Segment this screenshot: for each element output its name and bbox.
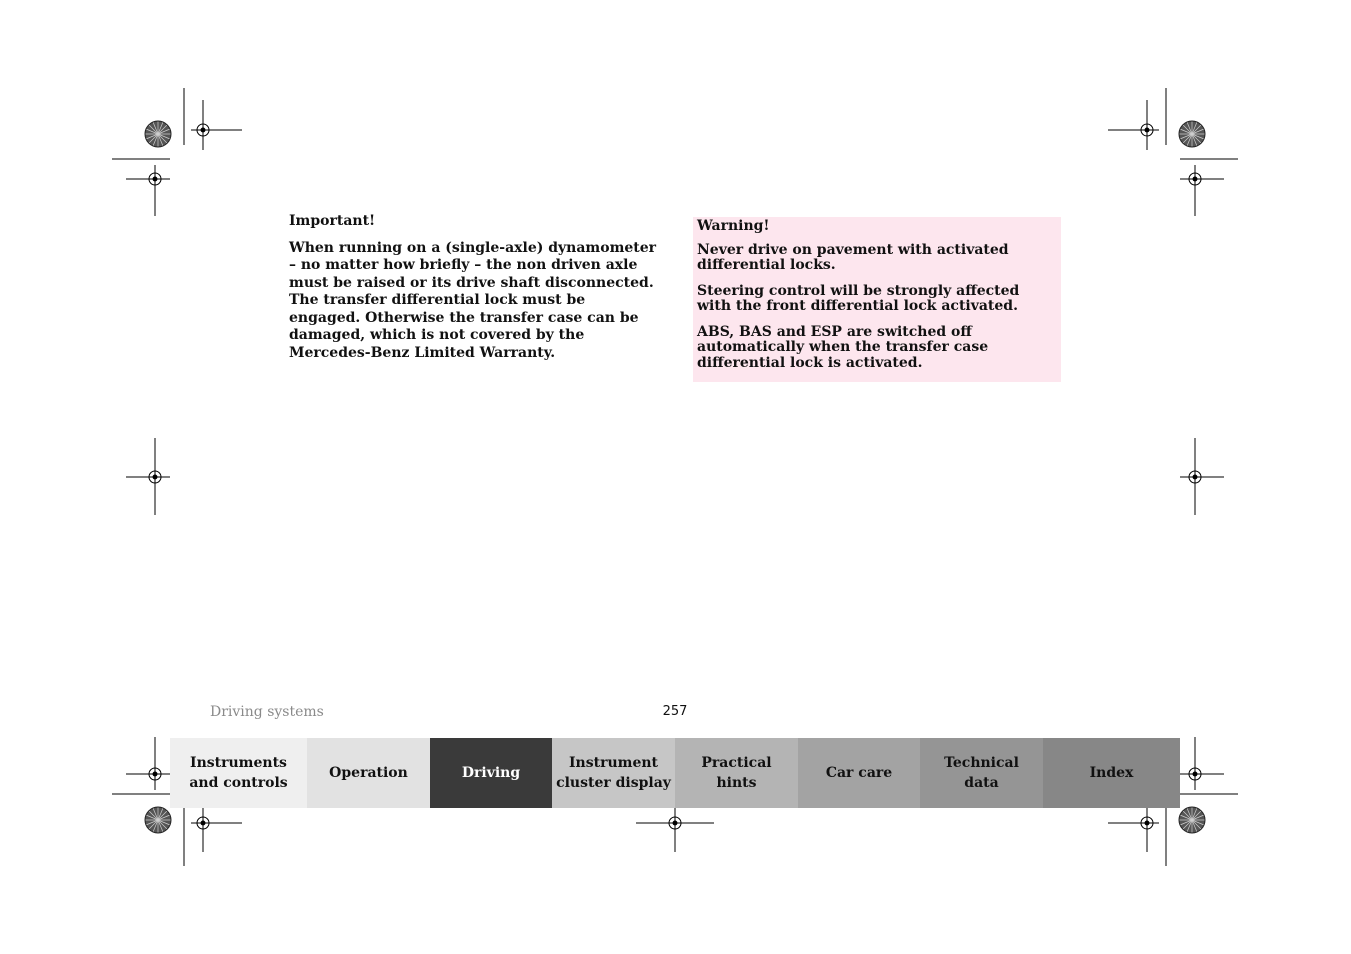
tab-label: Practical hints xyxy=(701,755,772,791)
target-mark xyxy=(1108,100,1159,150)
tab-label: Instrument cluster display xyxy=(556,755,671,791)
tab-label: Technical data xyxy=(944,755,1019,791)
tab-car-care[interactable] xyxy=(798,738,920,808)
section-label: Driving systems xyxy=(210,704,324,720)
target-mark xyxy=(191,808,242,852)
tab-label: Instruments and controls xyxy=(189,755,288,791)
tab-label: Index xyxy=(1089,765,1134,781)
tab-label: Car care xyxy=(825,765,893,781)
target-mark xyxy=(1180,165,1224,216)
target-mark xyxy=(126,737,170,790)
tab-driving[interactable] xyxy=(430,738,552,808)
rosette-mark xyxy=(145,807,171,833)
target-mark xyxy=(636,808,714,852)
rosette-mark xyxy=(145,121,171,147)
warning-paragraph: Steering control will be strongly affected with the front differential lock activated. xyxy=(697,282,1020,314)
important-title: Important! xyxy=(289,213,376,229)
target-mark xyxy=(126,438,170,515)
rosette-mark xyxy=(1179,121,1205,147)
tab-index[interactable] xyxy=(1043,738,1180,808)
warning-paragraph: Never drive on pavement with activated differential locks. xyxy=(697,241,1009,273)
warning-paragraph: ABS, BAS and ESP are switched off automatically when the transfer case differential lock is activated. xyxy=(697,323,989,371)
target-mark xyxy=(1108,808,1159,852)
warning-box xyxy=(693,217,1061,382)
warning-title: Warning! xyxy=(697,218,770,234)
target-mark xyxy=(126,165,170,216)
chapter-tabs xyxy=(170,738,1180,808)
tab-technical-data[interactable] xyxy=(920,738,1043,808)
tab-operation[interactable] xyxy=(307,738,430,808)
page-number: 257 xyxy=(662,704,688,719)
target-mark xyxy=(191,100,242,150)
important-note xyxy=(289,213,661,362)
important-body: When running on a (single-axle) dynamometer – no matter how briefly – the non driven axle must be raised or its drive shaft disconnected. The transfer differential lock must be engaged. Otherwise the transfer case can be damaged, which is not covered by the Mercedes-Benz Limited Warranty. xyxy=(289,239,657,361)
tab-instruments-and-controls[interactable] xyxy=(170,738,307,808)
tab-instrument-cluster-display[interactable] xyxy=(552,738,675,808)
tab-practical-hints[interactable] xyxy=(675,738,798,808)
target-mark xyxy=(1180,737,1224,790)
target-mark xyxy=(1180,438,1224,515)
tab-label: Operation xyxy=(329,765,408,781)
tab-label: Driving xyxy=(461,765,521,781)
rosette-mark xyxy=(1179,807,1205,833)
